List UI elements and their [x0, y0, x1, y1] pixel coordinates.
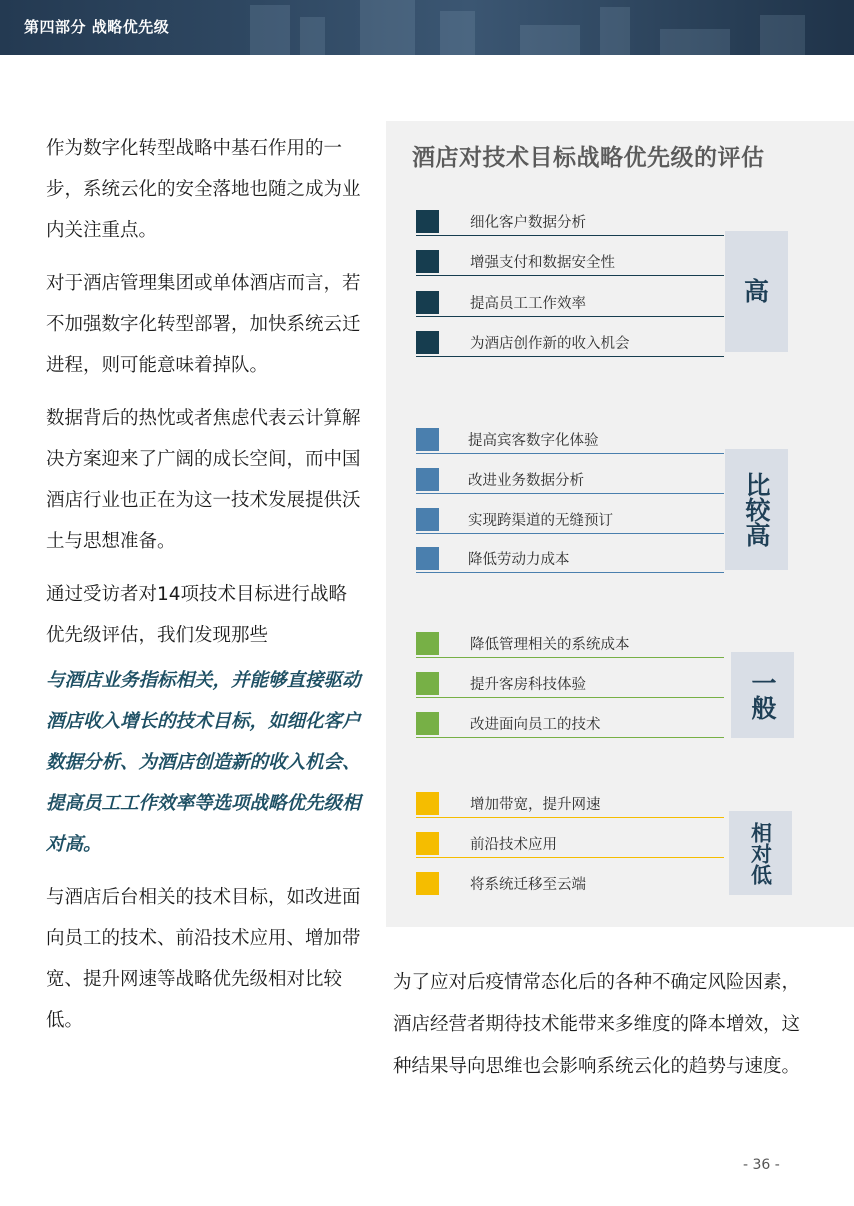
group-marker	[416, 712, 439, 735]
group-marker	[416, 508, 439, 531]
panel-title: 酒店对技术目标战略优先级的评估	[412, 145, 765, 171]
list-item: 提升客房科技体验	[416, 669, 724, 709]
list-item: 提高员工工作效率	[416, 288, 724, 328]
paragraph: 与酒店后台相关的技术目标，如改进面向员工的技术、前沿技术应用、增加带宽、提升网速等战略优先级相对比较低。	[46, 887, 361, 1031]
priority-badge-medium: 一般	[731, 652, 794, 738]
group-marker	[416, 331, 439, 354]
list-item: 实现跨渠道的无缝预订	[416, 505, 724, 545]
group-marker	[416, 210, 439, 233]
page-number: - 36 -	[743, 1157, 780, 1173]
group-marker	[416, 291, 439, 314]
priority-badge-low: 相对低	[729, 811, 792, 895]
list-item: 增加带宽，提升网速	[416, 789, 724, 829]
list-item: 将系统迁移至云端	[416, 869, 724, 909]
list-item: 提高宾客数字化体验	[416, 425, 724, 465]
group-marker	[416, 428, 439, 451]
list-item: 前沿技术应用	[416, 829, 724, 869]
priority-panel	[386, 121, 854, 927]
group-marker	[416, 872, 439, 895]
group-marker	[416, 672, 439, 695]
conclusion-paragraph: 为了应对后疫情常态化后的各种不确定风险因素，酒店经营者期待技术能带来多维度的降本增效，这种结果导向思维也会影响系统云化的趋势与速度。	[393, 972, 801, 1077]
list-item: 增强支付和数据安全性	[416, 247, 724, 287]
paragraph: 数据背后的热忱或者焦虑代表云计算解决方案迎来了广阔的成长空间，而中国酒店行业也正在为这一技术发展提供沃土与思想准备。	[46, 408, 361, 552]
header-banner	[0, 0, 854, 55]
paragraph: 对于酒店管理集团或单体酒店而言，若不加强数字化转型部署，加快系统云迁进程，则可能意味着掉队。	[46, 273, 361, 376]
paragraph: 通过受访者对14项技术目标进行战略优先级评估，我们发现那些	[46, 584, 348, 646]
priority-badge-fairly-high: 比较高	[725, 449, 788, 570]
list-item: 细化客户数据分析	[416, 207, 724, 247]
paragraph: 作为数字化转型战略中基石作用的一步，系统云化的安全落地也随之成为业内关注重点。	[46, 138, 361, 241]
group-marker	[416, 792, 439, 815]
highlight-paragraph: 与酒店业务指标相关，并能够直接驱动酒店收入增长的技术目标，如细化客户数据分析、为酒店创造新的收入机会、提高员工工作效率等选项战略优先级相对高。	[46, 670, 361, 855]
left-column	[46, 128, 364, 1053]
group-marker	[416, 832, 439, 855]
group-marker	[416, 250, 439, 273]
list-item: 改进业务数据分析	[416, 465, 724, 505]
list-item: 降低劳动力成本	[416, 544, 724, 584]
group-marker	[416, 468, 439, 491]
list-item: 降低管理相关的系统成本	[416, 629, 724, 669]
group-marker	[416, 632, 439, 655]
section-title: 第四部分 战略优先级	[24, 18, 170, 36]
list-item: 为酒店创作新的收入机会	[416, 328, 724, 368]
priority-badge-high: 高	[725, 231, 788, 352]
group-marker	[416, 547, 439, 570]
list-item: 改进面向员工的技术	[416, 709, 724, 749]
